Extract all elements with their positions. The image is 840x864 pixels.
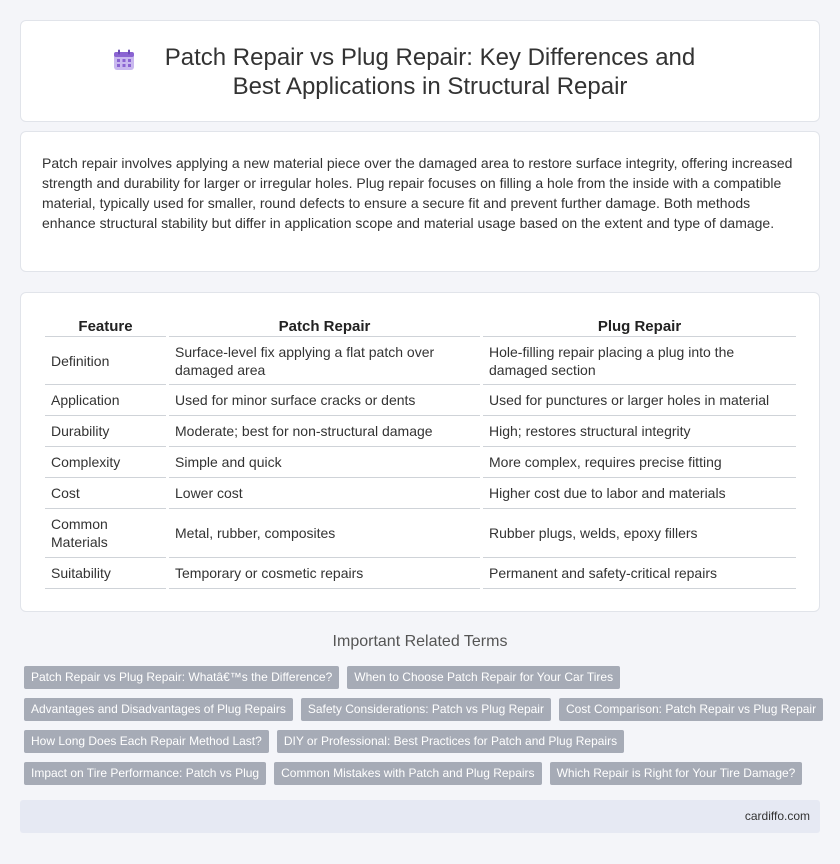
plug-cell: Higher cost due to labor and materials — [483, 478, 796, 509]
table-row — [45, 385, 796, 416]
table-row — [45, 416, 796, 447]
patch-cell: Surface-level fix applying a flat patch over damaged area — [169, 337, 480, 385]
plug-cell: More complex, requires precise fitting — [483, 447, 796, 478]
patch-cell: Temporary or cosmetic repairs — [169, 558, 480, 589]
table-row — [45, 509, 796, 558]
plug-cell: Rubber plugs, welds, epoxy fillers — [483, 509, 796, 558]
header-plug-repair: Plug Repair — [483, 315, 796, 337]
footer — [20, 800, 820, 833]
feature-cell: Common Materials — [45, 509, 166, 558]
plug-cell: Hole-filling repair placing a plug into the damaged section — [483, 337, 796, 385]
page-title: Patch Repair vs Plug Repair: Key Differences and Best Applications in Structural Repair — [164, 44, 696, 100]
table-header-row — [45, 315, 796, 337]
patch-cell: Simple and quick — [169, 447, 480, 478]
related-terms-list — [24, 666, 824, 794]
tag-row — [24, 730, 824, 753]
related-term-tag[interactable]: Which Repair is Right for Your Tire Damage? — [550, 762, 803, 785]
patch-cell: Used for minor surface cracks or dents — [169, 385, 480, 416]
patch-cell: Metal, rubber, composites — [169, 509, 480, 558]
patch-cell: Lower cost — [169, 478, 480, 509]
table-row — [45, 337, 796, 385]
table-row — [45, 558, 796, 589]
plug-cell: Used for punctures or larger holes in material — [483, 385, 796, 416]
related-term-tag[interactable]: DIY or Professional: Best Practices for Patch and Plug Repairs — [277, 730, 624, 753]
comparison-card — [20, 292, 820, 612]
related-term-tag[interactable]: Patch Repair vs Plug Repair: Whatâ€™s the Difference? — [24, 666, 339, 689]
tag-row — [24, 698, 824, 721]
feature-cell: Application — [45, 385, 166, 416]
related-terms-heading: Important Related Terms — [332, 633, 508, 650]
footer-site-link[interactable]: cardiffo.com — [744, 809, 810, 823]
patch-cell: Moderate; best for non-structural damage — [169, 416, 480, 447]
related-term-tag[interactable]: Impact on Tire Performance: Patch vs Plug — [24, 762, 266, 785]
intro-paragraph: Patch repair involves applying a new material piece over the damaged area to restore surface integrity, offering increased strength and durability for larger or irregular holes. Plug repair focuses on filling a hole from the inside with a compatible material, typically used for smaller, round defects to ensure a secure fit and prevent further damage. Both methods enhance structural stability but differ in application scope and material usage based on the extent and type of damage. — [42, 155, 793, 231]
comparison-table — [42, 315, 799, 589]
table-row — [45, 447, 796, 478]
related-term-tag[interactable]: Advantages and Disadvantages of Plug Repairs — [24, 698, 293, 721]
feature-cell: Cost — [45, 478, 166, 509]
related-term-tag[interactable]: Cost Comparison: Patch Repair vs Plug Repair — [559, 698, 823, 721]
feature-cell: Durability — [45, 416, 166, 447]
table-row — [45, 478, 796, 509]
tag-row — [24, 762, 824, 785]
tag-row — [24, 666, 824, 689]
related-term-tag[interactable]: When to Choose Patch Repair for Your Car Tires — [347, 666, 620, 689]
title-card — [20, 20, 820, 122]
related-term-tag[interactable]: Safety Considerations: Patch vs Plug Repair — [301, 698, 551, 721]
header-feature: Feature — [45, 315, 166, 337]
related-term-tag[interactable]: Common Mistakes with Patch and Plug Repairs — [274, 762, 541, 785]
plug-cell: High; restores structural integrity — [483, 416, 796, 447]
feature-cell: Complexity — [45, 447, 166, 478]
related-term-tag[interactable]: How Long Does Each Repair Method Last? — [24, 730, 269, 753]
feature-cell: Definition — [45, 337, 166, 385]
header-patch-repair: Patch Repair — [169, 315, 480, 337]
intro-card — [20, 131, 820, 272]
feature-cell: Suitability — [45, 558, 166, 589]
plug-cell: Permanent and safety-critical repairs — [483, 558, 796, 589]
